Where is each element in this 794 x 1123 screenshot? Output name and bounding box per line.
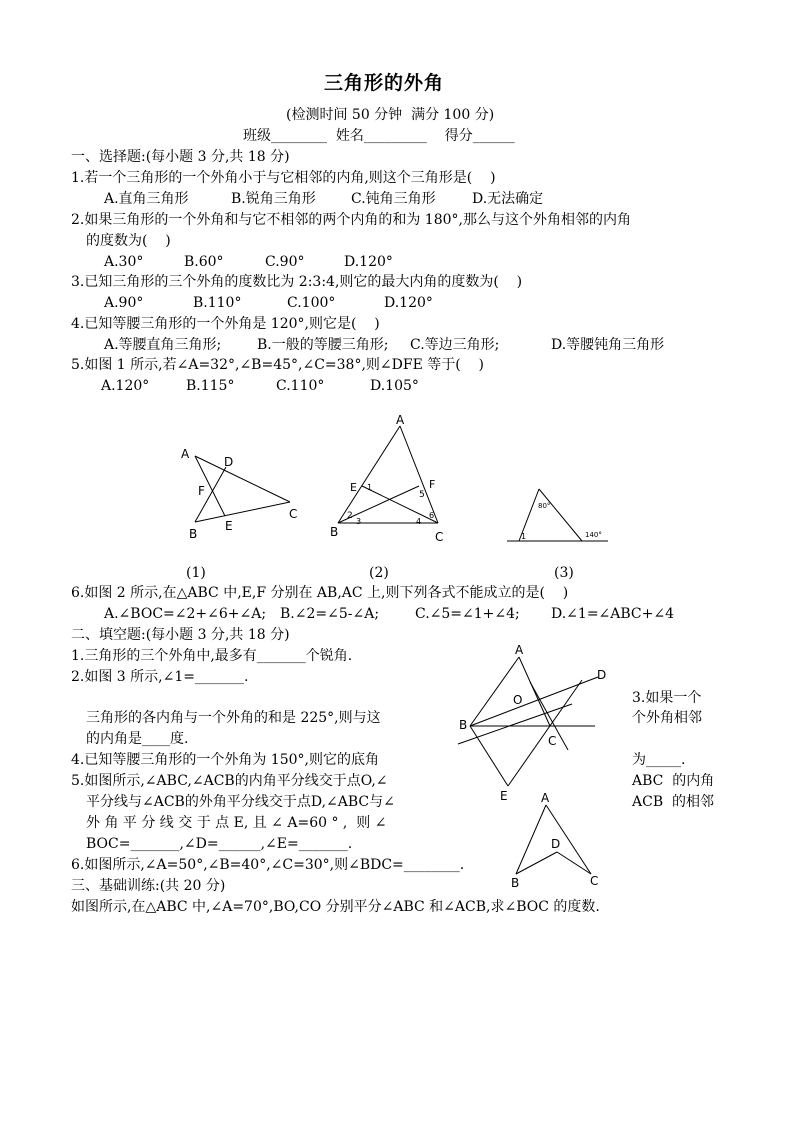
fig2-label-b: B [330,525,339,539]
subtitle: (检测时间 50 分钟 满分 100 分) [286,107,495,123]
page-title: 三角形的外角 [324,72,445,94]
fig1-label-a: A [181,447,190,461]
s1-q4: 4.已知等腰三角形的一个外角是 120°,则它是( ) [71,316,380,332]
fig5-line-dc [557,852,591,874]
s1-q3-option-b: B.110° [193,295,242,311]
fig5-label-b: B [511,876,520,890]
section2-heading: 二、填空题:(每小题 3 分,共 18 分) [71,627,290,643]
s1-q1: 1.若一个三角形的一个外角小于与它相邻的内角,则这个三角形是( ) [71,170,496,186]
s2-q3-right-b: 个外角相邻 [632,710,702,726]
s1-q2-option-a: A.30° [104,254,144,270]
fig4-line-be [470,726,508,786]
s1-q5-option-b: B.115° [186,378,235,394]
figure-5 [505,790,605,890]
s1-q4-option-c: C.等边三角形; [410,337,500,353]
s1-q1-option-d: D.无法确定 [472,191,544,207]
fig4-label-b: B [459,718,468,732]
s2-q3-right-a: 3.如果一个 [632,690,702,706]
s1-q4-option-a: A.等腰直角三角形; [104,337,222,353]
s1-q3-option-d: D.120° [384,295,433,311]
s1-q4-option-d: D.等腰钝角三角形 [551,337,665,353]
figure-4 [450,640,620,810]
s1-q6-option-b: B.∠2=∠5-∠A; [280,606,380,622]
s1-q4-option-b: B.一般的等腰三角形; [257,337,389,353]
fig5-line-ab [516,805,546,874]
fig4-label-e: E [500,789,508,803]
fig2-line-ac [400,426,438,523]
fig1-label-c: C [289,507,298,521]
fig3-angle-140: 140° [585,531,602,539]
fig3-line-right [539,489,582,541]
s1-q2-option-b: B.60° [184,254,224,270]
fig5-label-c: C [590,874,599,888]
fig4-label-a: A [515,643,524,657]
fig-caption-1: (1) [186,565,206,581]
s2-q5-line2-right: ACB 的相邻 [632,794,715,810]
s2-q5-line3: 外 角 平 分 线 交 于 点 E, 且 ∠ A=60 ° , 则 ∠ [86,815,387,831]
fig4-label-d: D [597,668,607,682]
s1-q2-line1: 2.如果三角形的一个外角和与它不相邻的两个内角的和为 180°,那么与这个外角相邻的内角 [71,212,631,228]
fig2-label-c: C [435,530,444,544]
s1-q1-option-b: B.锐角三角形 [231,191,316,207]
s1-q6-option-c: C.∠5=∠1+∠4; [415,606,520,622]
s1-q1-option-a: A.直角三角形 [104,191,189,207]
s1-q5: 5.如图 1 所示,若∠A=32°,∠B=45°,∠C=38°,则∠DFE 等于( ) [71,357,484,373]
s3-q1: 如图所示,在△ABC 中,∠A=70°,BO,CO 分别平分∠ABC 和∠ACB,求∠BOC 的度数. [71,899,600,915]
s2-q6: 6.如图所示,∠A=50°,∠B=40°,∠C=30°,则∠BDC=________. [71,857,465,873]
fig2-label-2: 2 [347,511,353,521]
fig2-label-5: 5 [419,490,425,500]
s2-q5-line2: 平分线与∠ACB的外角平分线交于点D,∠ABC与∠ [86,794,395,810]
fig2-label-a: A [396,413,405,427]
s1-q1-option-c: C.钝角三角形 [351,191,436,207]
s2-q5-line1-right: ABC 的内角 [632,773,715,789]
fig1-label-d: D [224,455,234,469]
fig2-label-1: 1 [367,483,373,492]
fig2-label-e: E [350,481,357,494]
s2-q4-right: 为_____. [632,752,686,768]
fig5-label-a: A [541,791,550,805]
s1-q3-option-c: C.100° [287,295,336,311]
fig5-line-bd [516,852,557,874]
fig3-label-1: 1 [521,532,527,541]
fig4-label-o: O [513,693,523,707]
fig2-label-3: 3 [356,517,362,526]
fig4-label-c: C [548,734,557,748]
s1-q6-option-d: D.∠1=∠ABC+∠4 [551,606,675,622]
fig-caption-2: (2) [369,565,389,581]
fig1-label-f: F [198,484,205,498]
fig1-label-b: B [189,527,198,541]
fig2-label-4: 4 [416,517,422,526]
fig2-label-f: F [429,478,436,491]
fig4-line-ab [470,657,519,726]
s2-q2: 2.如图 3 所示,∠1=_______. [71,669,249,685]
section3-heading: 三、基础训练:(共 20 分) [71,878,226,894]
fig1-line-ac [195,456,290,502]
figure-1 [170,440,310,550]
fig4-line-ac [519,657,550,726]
figure-3 [505,480,615,550]
s2-q4: 4.已知等腰三角形的一个外角为 150°,则它的底角 [71,752,379,768]
s1-q6-option-a: A.∠BOC=∠2+∠6+∠A; [104,606,267,622]
info-line: 班级________ 姓名_________ 得分______ [243,128,515,144]
s2-q5-line4: BOC=_______,∠D=______,∠E=_______. [86,836,353,852]
s1-q5-option-a: A.120° [101,378,150,394]
s1-q6: 6.如图 2 所示,在△ABC 中,E,F 分别在 AB,AC 上,则下列各式不能成立的是( ) [71,585,569,601]
fig2-line-cf [362,486,438,523]
s2-q5-line1: 5.如图所示,∠ABC,∠ACB的内角平分线交于点O,∠ [71,773,388,789]
s2-q3-left-a: 三角形的各内角与一个外角的和是 225°,则与这 [86,710,381,726]
fig5-label-d: D [551,837,561,851]
fig1-line-bc [195,502,290,522]
fig-caption-3: (3) [554,565,574,581]
s1-q2-option-d: D.120° [344,254,393,270]
section1-heading: 一、选择题:(每小题 3 分,共 18 分) [71,149,290,165]
s1-q5-option-d: D.105° [370,378,419,394]
s1-q3-option-a: A.90° [104,295,144,311]
fig1-label-e: E [225,519,233,533]
s1-q2-option-c: C.90° [265,254,305,270]
s1-q2-line2: 的度数为( ) [86,233,171,249]
s1-q5-option-c: C.110° [276,378,325,394]
s1-q3: 3.已知三角形的三个外角的度数比为 2:3:4,则它的最大内角的度数为( ) [71,274,523,290]
fig2-label-6: 6 [429,511,435,520]
fig3-angle-80: 80° [538,502,551,510]
figure-2 [325,410,455,545]
s2-q1: 1.三角形的三个外角中,最多有_______个锐角. [71,648,353,664]
s2-q3-left-b: 的内角是____度. [86,731,189,747]
